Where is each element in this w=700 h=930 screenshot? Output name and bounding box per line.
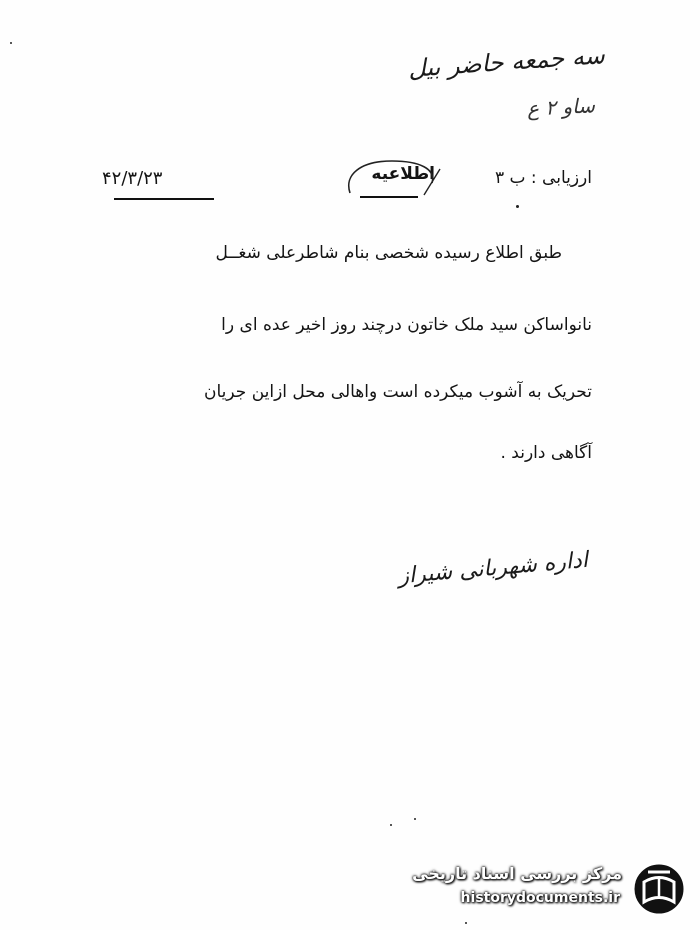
body-line-2: نانواساکن سید ملک خاتون درچند روز اخیر عده ای را <box>221 315 592 335</box>
title-underline <box>360 196 418 198</box>
handwritten-note-line1: سه جمعه حاضر بیل <box>407 41 606 83</box>
document-date: ۴۲/۳/۲۳ <box>102 168 163 189</box>
body-line-1: طبق اطلاع رسیده شخصی بنام شاطرعلی شغــل <box>215 243 562 263</box>
ink-dot <box>516 205 519 208</box>
watermark-url: historydocuments.ir <box>460 890 620 906</box>
ink-speck <box>10 42 12 44</box>
handwritten-signature: اداره شهربانی شیراز <box>397 547 589 590</box>
document-title: اطلاعیه <box>371 164 435 184</box>
watermark-title: مرکز بررسی اسناد تاریخی <box>412 864 622 883</box>
handwritten-note-line2: ساو ۲ ع <box>526 93 596 121</box>
body-line-4: آگاهی دارند . <box>500 443 592 463</box>
evaluation-label: ارزیابی : ب ۳ <box>494 168 592 188</box>
archive-logo-icon <box>630 860 688 918</box>
date-underline <box>114 198 214 200</box>
ink-speck <box>390 824 392 826</box>
ink-speck <box>465 922 467 924</box>
ink-speck <box>414 818 416 820</box>
body-line-3: تحریک به آشوب میکرده است واهالی محل ازاین جریان <box>204 382 592 402</box>
watermark <box>402 858 692 920</box>
